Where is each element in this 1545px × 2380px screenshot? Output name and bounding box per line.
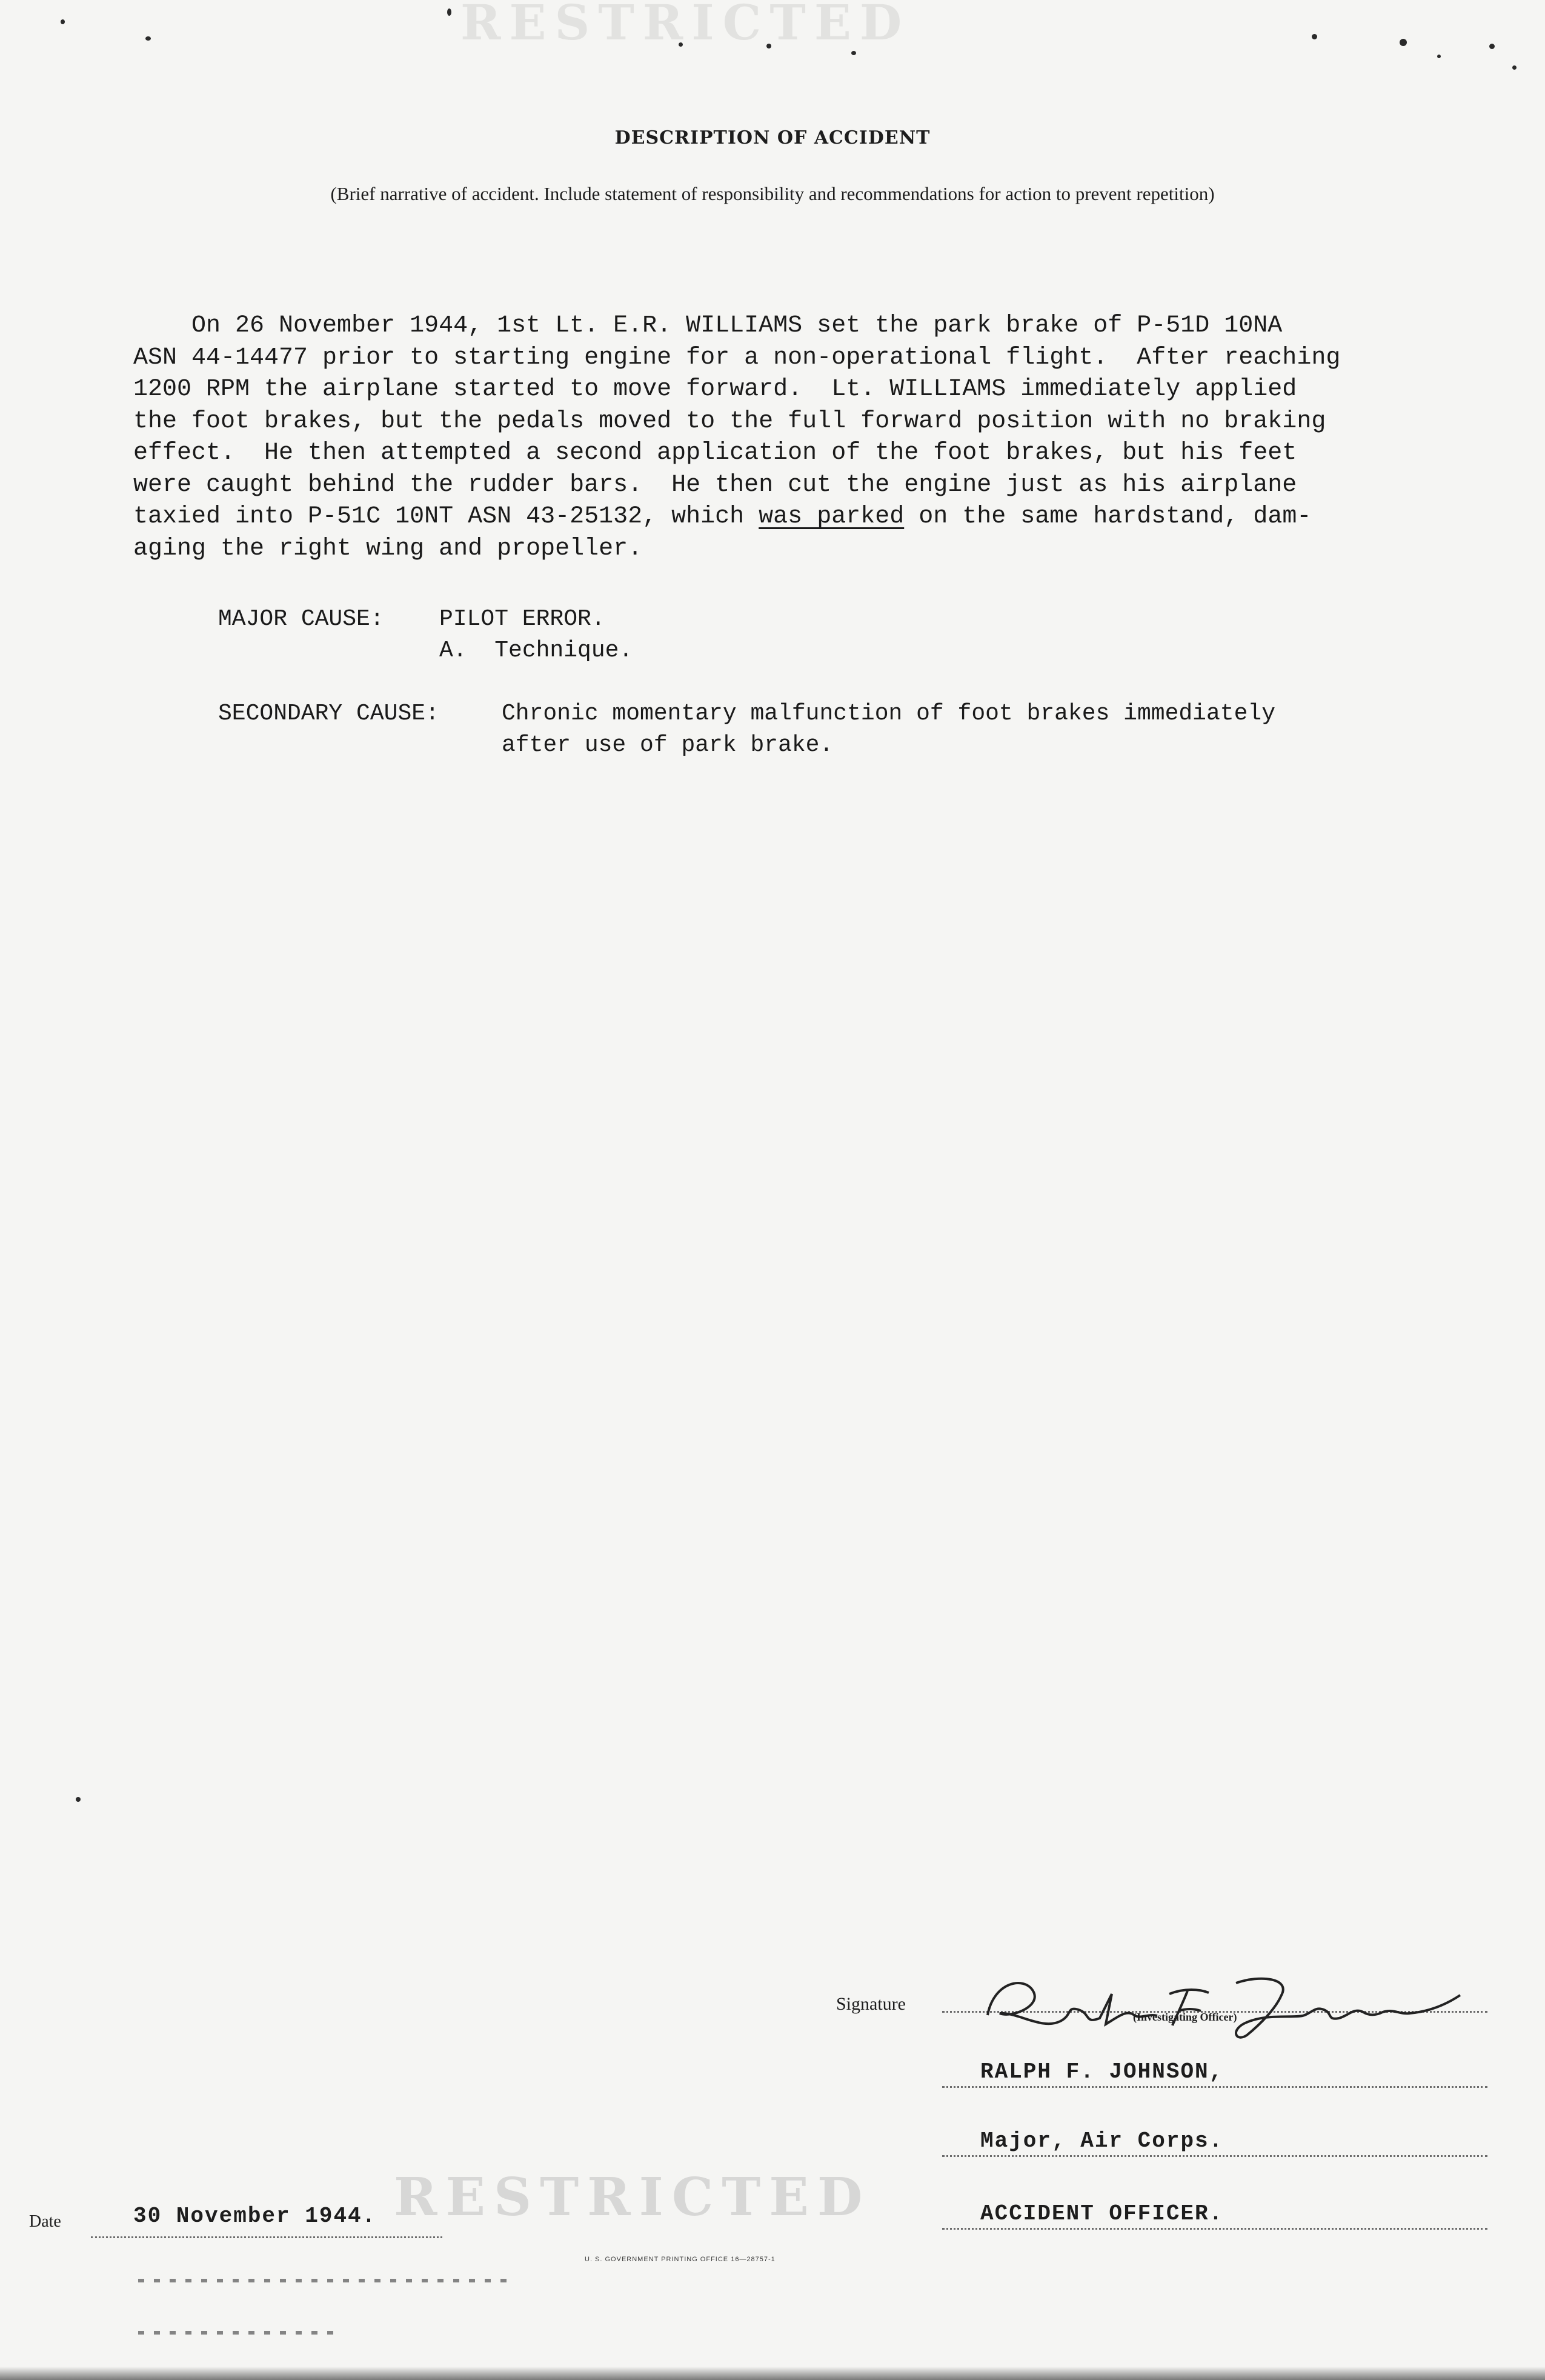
scan-speck (76, 1797, 81, 1802)
major-cause (218, 604, 633, 664)
signature-stroke (988, 1983, 1157, 2024)
handwritten-signature (975, 1958, 1472, 2048)
narrative-line: On 26 November 1944, 1st Lt. E.R. WILLIAMS set the park brake of P-51D 10NA (133, 312, 1283, 339)
signature-stroke (1236, 1979, 1460, 2038)
scan-speck (851, 51, 856, 55)
narrative-line: effect. He then attempted a second application of the foot brakes, but his feet (133, 439, 1297, 467)
scan-speck (145, 36, 151, 41)
narrative-line: the foot brakes, but the pedals moved to the full forward position with no braking (133, 407, 1326, 435)
name-line (942, 2086, 1487, 2088)
signature-label: Signature (836, 1994, 906, 2014)
narrative-text: taxied into P-51C 10NT ASN 43-25132, which (133, 503, 759, 530)
underlined-phrase: was parked (759, 503, 905, 530)
scan-speck (1489, 44, 1495, 49)
officer-rank: Major, Air Corps. (980, 2128, 1224, 2153)
narrative-line: ASN 44-14477 prior to starting engine for a non-operational flight. After reaching (133, 344, 1341, 372)
narrative-line: were caught behind the rudder bars. He then cut the engine just as his airplane (133, 471, 1297, 499)
scan-speck (1400, 39, 1407, 46)
date-label: Date (29, 2212, 61, 2231)
date-line (91, 2236, 442, 2238)
scan-speck (1437, 55, 1441, 58)
narrative-text: on the same hardstand, dam- (904, 503, 1312, 530)
secondary-cause-value-line: after use of park brake. (502, 732, 834, 758)
narrative-line (133, 501, 1484, 533)
narrative-line: 1200 RPM the airplane started to move forward. Lt. WILLIAMS immediately applied (133, 376, 1297, 403)
bleed-through-watermark-bottom: RESTRICTED (394, 2167, 871, 2228)
rank-line (942, 2155, 1487, 2157)
scan-speck (447, 8, 451, 16)
date-value: 30 November 1944. (133, 2204, 377, 2228)
title-line (942, 2228, 1487, 2230)
scan-artifact (138, 2279, 514, 2282)
secondary-cause (218, 698, 1276, 758)
major-cause-label: MAJOR CAUSE: (218, 606, 384, 632)
scan-artifact (138, 2331, 338, 2335)
narrative-line: aging the right wing and propeller. (133, 535, 643, 562)
page-title: DESCRIPTION OF ACCIDENT (614, 127, 931, 148)
instructions-text: (Brief narrative of accident. Include statement of responsibility and recommendations for action to prevent repetition) (330, 183, 1215, 204)
scan-bottom-edge (0, 2367, 1545, 2380)
officer-name: RALPH F. JOHNSON, (980, 2059, 1224, 2084)
secondary-cause-label: SECONDARY CAUSE: (218, 701, 439, 727)
scan-speck (1512, 65, 1517, 70)
scan-speck (1312, 34, 1317, 39)
printer-mark: U. S. GOVERNMENT PRINTING OFFICE 16—28757-1 (585, 2256, 776, 2263)
bleed-through-watermark-top: RESTRICTED (460, 0, 911, 51)
officer-title: ACCIDENT OFFICER. (980, 2201, 1224, 2226)
major-cause-value: PILOT ERROR. (439, 606, 605, 632)
scan-speck (61, 19, 65, 24)
major-cause-sub-item: A. Technique. (439, 638, 633, 664)
accident-narrative (133, 310, 1484, 565)
secondary-cause-value-line: Chronic momentary malfunction of foot brakes immediately (502, 701, 1276, 727)
signature-caption: (Investigating Officer) (1133, 2011, 1237, 2023)
